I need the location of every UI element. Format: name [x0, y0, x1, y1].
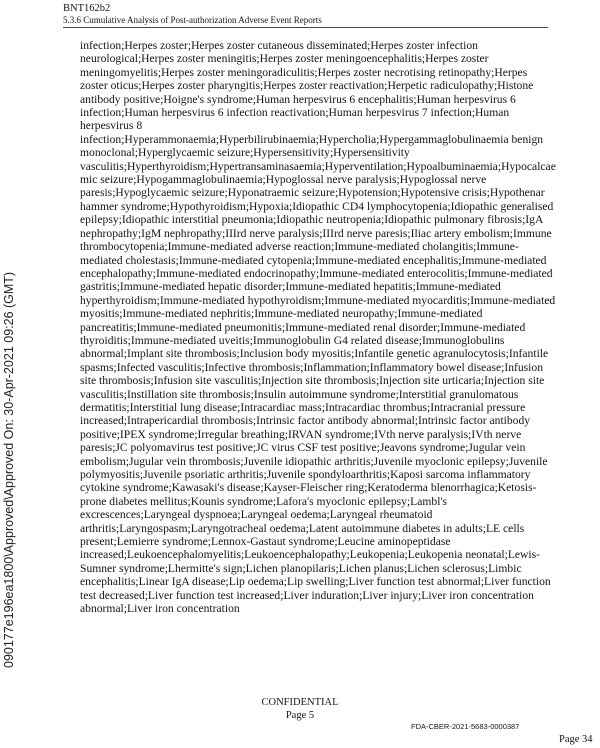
- footer-page-number: Page 5: [285, 710, 315, 721]
- footer-confidential-label: CONFIDENTIAL: [261, 697, 339, 708]
- approval-stamp: 090177e196ea1800\Approved\Approved On: 30-Apr-2021 09:26 (GMT): [2, 271, 16, 668]
- adverse-event-term-list: infection;Herpes zoster;Herpes zoster cutaneous disseminated;Herpes zoster infection neurological;Herpes zoster meningitis;Herpes zoster meningoencephalitis;Herpes zoster meningomyelitis;Herpes zoster meningoradiculitis;Herpes zoster necrotising retinopathy;Herpes zoster oticus;Herpes zoster pharyngitis;Herpes zoster reactivation;Herpetic radiculopathy;Histone antibody positive;Hoigne's syndrome;Human herpesvirus 6 encephalitis;Human herpesvirus 6 infection;Human herpesvirus 6 infection reactivation;Human herpesvirus 7 infection;Human herpesvirus 8 infection;Hyperammonaemia;Hyperbilirubinaemia;Hypercholia;Hypergammaglobulinaemia benign monoclonal;Hyperglycaemic seizure;Hypersensitivity;Hypersensitivity vasculitis;Hyperthyroidism;Hypertransaminasaemia;Hyperventilation;Hypoalbuminaemia;Hypocalcaemic seizure;Hypogammaglobulinaemia;Hypoglossal nerve paralysis;Hypoglossal nerve paresis;Hypoglycaemic seizure;Hyponatraemic seizure;Hypotension;Hypotensive crisis;Hypothenar hammer syndrome;Hypothyroidism;Hypoxia;Idiopathic CD4 lymphocytopenia;Idiopathic generalised epilepsy;Idiopathic interstitial pneumonia;Idiopathic neutropenia;Idiopathic pulmonary fibrosis;IgA nephropathy;IgM nephropathy;IIIrd nerve paralysis;IIIrd nerve paresis;Iliac artery embolism;Immune thrombocytopenia;Immune-mediated adverse reaction;Immune-mediated cholangitis;Immune-mediated cholestasis;Immune-mediated cytopenia;Immune-mediated encephalitis;Immune-mediated encephalopathy;Immune-mediated endocrinopathy;Immune-mediated enterocolitis;Immune-mediated gastritis;Immune-mediated hepatic disorder;Immune-mediated hepatitis;Immune-mediated hyperthyroidism;Immune-mediated hypothyroidism;Immune-mediated myocarditis;Immune-mediated myositis;Immune-mediated nephritis;Immune-mediated neuropathy;Immune-mediated pancreatitis;Immune-mediated pneumonitis;Immune-mediated renal disorder;Immune-mediated thyroiditis;Immune-mediated uveitis;Immunoglobulin G4 related disease;Immunoglobulins abnormal;Implant site thrombosis;Inclusion body myositis;Infantile genetic agranulocytosis;Infantile spasms;Infected vasculitis;Infective thrombosis;Inflammation;Inflammatory bowel disease;Infusion site thrombosis;Infusion site vasculitis;Injection site thrombosis;Injection site urticaria;Injection site vasculitis;Instillation site thrombosis;Insulin autoimmune syndrome;Interstitial granulomatous dermatitis;Interstitial lung disease;Intracardiac mass;Intracardiac thrombus;Intracranial pressure increased;Intrapericardial thrombosis;Intrinsic factor antibody abnormal;Intrinsic factor antibody positive;IPEX syndrome;Irregular breathing;IRVAN syndrome;IVth nerve paralysis;IVth nerve paresis;JC polyomavirus test positive;JC virus CSF test positive;Jeavons syndrome;Jugular vein embolism;Jugular vein thrombosis;Juvenile idiopathic arthritis;Juvenile myoclonic epilepsy;Juvenile polymyositis;Juvenile psoriatic arthritis;Juvenile spondyloarthritis;Kaposi sarcoma inflammatory cytokine syndrome;Kawasaki's disease;Kayser-Fleischer ring;Keratoderma blenorrhagica;Ketosis-prone diabetes mellitus;Kounis syndrome;Lafora's myoclonic epilepsy;Lambl's excrescences;Laryngeal dyspnoea;Laryngeal oedema;Laryngeal rheumatoid arthritis;Laryngospasm;Laryngotracheal oedema;Latent autoimmune diabetes in adults;LE cells present;Lemierre syndrome;Lennox-Gastaut syndrome;Leucine aminopeptidase increased;Leukoencephalomyelitis;Leukoencephalopathy;Leukopenia;Leukopenia neonatal;Lewis-Sumner syndrome;Lhermitte's sign;Lichen planopilaris;Lichen planus;Lichen sclerosus;Limbic encephalitis;Linear IgA disease;Lip oedema;Lip swelling;Liver function test abnormal;Liver function test decreased;Liver function test increased;Liver induration;Liver injury;Liver iron concentration abnormal;Liver iron concentration: [80, 39, 556, 616]
- header-divider: [63, 27, 548, 28]
- header-section-title: 5.3.6 Cumulative Analysis of Post-authorization Adverse Event Reports: [63, 15, 322, 25]
- header-document-id: BNT162b2: [63, 3, 111, 14]
- footer-pdf-page-number: Page 34: [559, 734, 593, 745]
- footer-document-number: FDA-CBER-2021-5683-0000387: [411, 722, 520, 731]
